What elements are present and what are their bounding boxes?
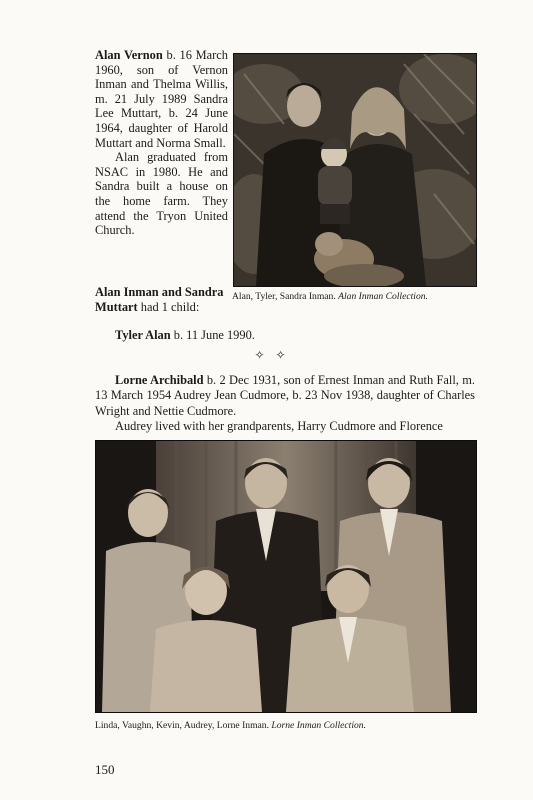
alan-paragraph-1 (95, 48, 228, 150)
photo2-caption (95, 720, 475, 732)
alan-details: b. 16 March 1960, son of Vernon Inman and Thelma Willis, m. 21 July 1989 Sandra Lee Muttart, b. 24 June 1964, daughter of Harold Muttart and Norma Small. (95, 48, 228, 150)
lorne-entry (95, 373, 475, 434)
photo2-caption-collection: Lorne Inman Collection. (271, 720, 366, 731)
lorne-paragraph-2: Audrey lived with her grandparents, Harry Cudmore and Florence (115, 418, 443, 433)
section-divider: ✧ ✧ (254, 348, 290, 362)
lorne-details: b. 2 Dec 1931, son of Ernest Inman and Ruth Fall, m. 13 March 1954 Audrey Jean Cudmore, b. 23 Nov 1938, daughter of Charles Wright and Nettie Cudmore. (95, 373, 475, 418)
lorne-paragraph-1 (95, 373, 475, 419)
photo1-caption-people: Alan, Tyler, Sandra Inman. (232, 291, 339, 302)
child-entry (115, 328, 255, 342)
family-photo-alan (233, 53, 477, 287)
child-details: b. 11 June 1990. (170, 328, 255, 342)
photo1-caption-collection: Alan Inman Collection. (338, 291, 428, 302)
alan-paragraph-2: Alan graduated from NSAC in 1980. He and Sandra built a house on the home farm. They attend the Tryon United Church. (95, 150, 228, 238)
family-photo-lorne (95, 440, 477, 713)
alan-entry (95, 48, 228, 238)
couple-children (95, 285, 228, 314)
couple-rest: had 1 child: (137, 299, 200, 314)
couple-heading: Alan Inman and Sandra Muttart (95, 285, 224, 314)
photo1-caption (232, 291, 482, 303)
lorne-name: Lorne Archibald (115, 373, 204, 387)
page-number: 150 (95, 762, 115, 777)
photo2-caption-people: Linda, Vaughn, Kevin, Audrey, Lorne Inman. (95, 720, 272, 731)
alan-name: Alan Vernon (95, 48, 163, 62)
child-name: Tyler Alan (115, 328, 171, 342)
